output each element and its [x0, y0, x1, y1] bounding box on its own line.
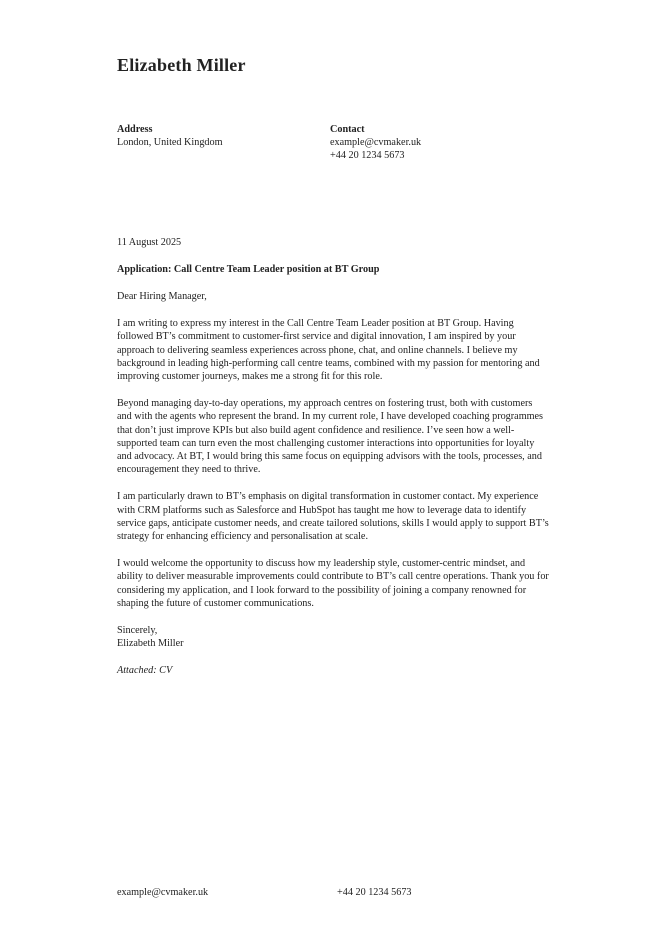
letter-paragraph: I would welcome the opportunity to discuss how my leadership style, customer-centric mindset, and ability to deliver measurable improvements could contribute to BT’s call centre operations. Thank you for considering my application, and I look forward to the possibility of joining a company renowned for shaping the future of customer communications. — [117, 558, 549, 609]
page-footer — [117, 886, 549, 899]
footer-phone: +44 20 1234 5673 — [337, 887, 412, 898]
attachment-note: Attached: CV — [117, 665, 173, 677]
closing: Sincerely, — [117, 625, 158, 637]
address-value: London, United Kingdom — [117, 137, 223, 149]
letter-paragraph: Beyond managing day-to-day operations, my approach centres on fostering trust, both with customers and with the agents who represent the brand. In my current role, I have developed coaching programmes that don’t just improve KPIs but also build agent confidence and resilience. I’ve seen how a well-supported team can turn even the most challenging customer interactions into opportunities for loyalty and advocacy. At BT, I would bring this same focus on equipping advisors with the tools, processes, and encouragement they need to thrive. — [117, 398, 544, 476]
address-block — [117, 123, 330, 163]
salutation: Dear Hiring Manager, — [117, 291, 207, 303]
letter-subject: Application: Call Centre Team Leader position at BT Group — [117, 263, 380, 275]
signature: Elizabeth Miller — [117, 638, 184, 650]
contact-label: Contact — [330, 124, 365, 135]
contact-phone: +44 20 1234 5673 — [330, 150, 405, 162]
footer-email: example@cvmaker.uk — [117, 887, 209, 898]
address-label: Address — [117, 124, 153, 135]
contact-block — [330, 123, 549, 163]
letter-body — [117, 236, 549, 678]
letter-paragraph: I am particularly drawn to BT’s emphasis on digital transformation in customer contact. My experience with CRM platforms such as Salesforce and HubSpot has taught me how to leverage data to identify service gaps, anticipate customer needs, and create tailored solutions, skills I would apply to support BT’s strategy for enhancing efficiency and personalisation at scale. — [117, 491, 549, 543]
contact-info-section — [117, 123, 549, 163]
letter-paragraph: I am writing to express my interest in the Call Centre Team Leader position at BT Group. Having followed BT’s commitment to customer-first service and digital innovation, I am inspired by your approach to delivering seamless experiences across phone, chat, and online channels. I believe my background in leading high-performing call centre teams, combined with my passion for mentoring and improving customer journeys, makes me a strong fit for this role. — [117, 318, 540, 383]
applicant-name: Elizabeth Miller — [117, 55, 246, 75]
contact-email: example@cvmaker.uk — [330, 137, 422, 149]
letter-date: 11 August 2025 — [117, 236, 182, 248]
closing-block — [117, 624, 549, 650]
